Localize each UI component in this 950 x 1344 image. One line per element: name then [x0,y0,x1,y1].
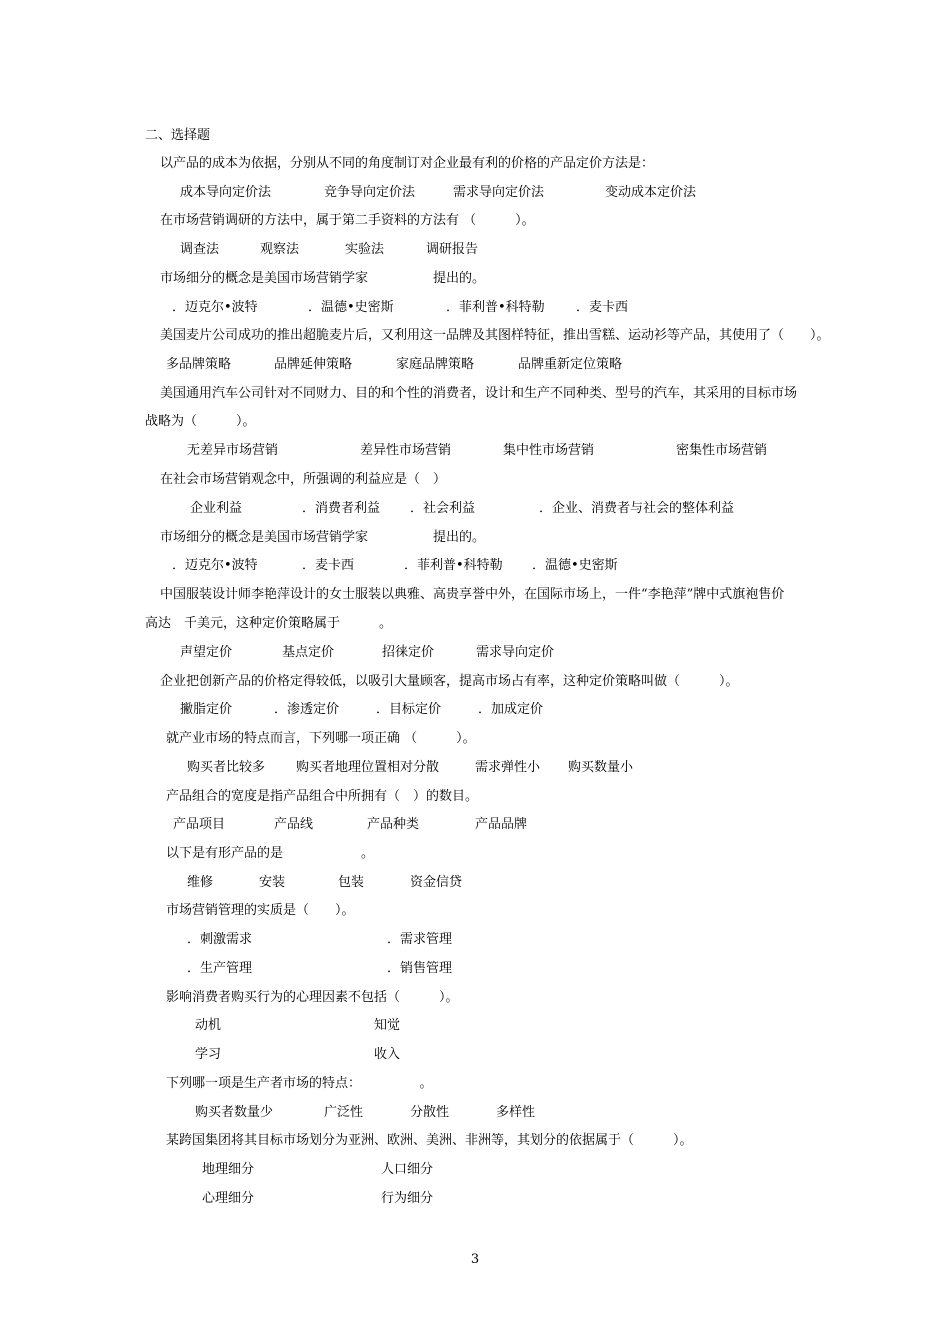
option: 基点定价 [282,645,335,660]
option: 观察法 [260,242,300,257]
option: ．生产管理 [187,961,253,976]
option: 地理细分 [202,1162,255,1177]
option: 声望定价 [180,645,233,660]
question-stem: 影响消费者购买行为的心理因素不包括（ ）。 [166,990,459,1005]
option: 资金信贷 [410,875,463,890]
option: ．渗透定价 [274,702,340,717]
option: 包装 [338,875,365,890]
option: 调研报告 [426,242,479,257]
option: 动机 [195,1018,222,1033]
option: 集中性市场营销 [503,443,595,458]
option: ．消费者利益 [302,501,381,516]
option: 购买者地理位置相对分散 [296,760,440,775]
option: 撇脂定价 [180,702,233,717]
option: 心理细分 [202,1191,255,1206]
question-stem: 在市场营销调研的方法中，属于第二手资料的方法有 （ ）。 [160,213,535,228]
option: 广泛性 [324,1105,364,1120]
question-stem: 企业把创新产品的价格定得较低，以吸引大量顾客，提高市场占有率，这种定价策略叫做（ ）。 [160,674,739,689]
option: 差异性市场营销 [360,443,452,458]
page-number: 3 [470,1252,480,1267]
option: ．目标定价 [376,702,442,717]
option: 需求导向定价法 [453,185,545,200]
option: 实验法 [345,242,385,257]
question-stem: 下列哪一项是生产者市场的特点： 。 [166,1076,433,1091]
option: 招徕定价 [382,645,435,660]
option: 产品品牌 [475,817,528,832]
option: 竞争导向定价法 [324,185,416,200]
option: 安装 [259,875,286,890]
option: 产品种类 [367,817,420,832]
option: 收入 [374,1047,401,1062]
option: 维修 [187,875,214,890]
option: 家庭品牌策略 [396,357,475,372]
option: 需求导向定价 [476,645,555,660]
question-stem: 产品组合的宽度是指产品组合中所拥有（ ）的数目。 [166,789,479,804]
option: 成本导向定价法 [180,185,272,200]
option: ．需求管理 [387,932,453,947]
section-title: 二、选择题 [145,128,211,143]
option: ．销售管理 [387,961,453,976]
option: ．社会利益 [410,501,476,516]
question-stem: 某跨国集团将其目标市场划分为亚洲、欧洲、美洲、非洲等，其划分的依据属于（ ）。 [166,1133,693,1148]
option: ．菲利普•科特勒 [446,300,545,315]
question-stem: 市场营销管理的实质是（ ）。 [166,903,355,918]
option: ．迈克尔•波特 [172,558,258,573]
question-stem: 市场细分的概念是美国市场营销学家 提出的。 [160,271,486,286]
question-stem-continued: 战略为（ ）。 [145,414,256,429]
option: 知觉 [374,1018,401,1033]
option: 购买者数量少 [195,1105,274,1120]
option: 人口细分 [381,1162,434,1177]
option: 品牌延伸策略 [274,357,353,372]
question-stem: 美国麦片公司成功的推出超脆麦片后，又利用这一品牌及其图样特征，推出雪糕、运动衫等产品，其使用了（ ）。 [160,328,830,343]
option: 变动成本定价法 [605,185,697,200]
option: ．刺激需求 [187,932,253,947]
option: ．企业、消费者与社会的整体利益 [539,501,735,516]
option: ．迈克尔•波特 [172,300,258,315]
question-stem: 中国服装设计师李艳萍设计的女士服装以典雅、高贵享誉中外，在国际市场上，一件“李艳萍”牌中式旗袍售价 [160,587,785,602]
option: 企业利益 [190,501,243,516]
option: 行为细分 [381,1191,434,1206]
option: 购买数量小 [568,760,634,775]
option: ．温德•史密斯 [532,558,618,573]
option: 调查法 [180,242,220,257]
option: ．温德•史密斯 [308,300,394,315]
question-stem: 美国通用汽车公司针对不同财力、目的和个性的消费者，设计和生产不同种类、型号的汽车，其采用的目标市场 [160,386,798,401]
option: ．麦卡西 [576,300,629,315]
option: 购买者比较多 [187,760,266,775]
question-stem: 在社会市场营销观念中，所强调的利益应是（ ） [160,472,447,487]
option: ．加成定价 [478,702,544,717]
option: 密集性市场营销 [676,443,768,458]
option: 分散性 [410,1105,450,1120]
option: 学习 [195,1047,222,1062]
question-stem: 就产业市场的特点而言，下列哪一项正确 （ ）。 [166,731,476,746]
option: 需求弹性小 [475,760,541,775]
option: 品牌重新定位策略 [518,357,623,372]
option: 无差异市场营销 [187,443,279,458]
option: 多样性 [496,1105,536,1120]
option: ．菲利普•科特勒 [404,558,503,573]
option: 多品牌策略 [166,357,232,372]
question-stem: 市场细分的概念是美国市场营销学家 提出的。 [160,530,486,545]
question-stem-continued: 高达 千美元，这种定价策略属于 。 [145,616,393,631]
question-stem: 以产品的成本为依据，分别从不同的角度制订对企业最有利的价格的产品定价方法是： [160,156,655,171]
option: 产品线 [274,817,314,832]
option: 产品项目 [173,817,226,832]
option: ．麦卡西 [302,558,355,573]
question-stem: 以下是有形产品的是 。 [166,846,375,861]
